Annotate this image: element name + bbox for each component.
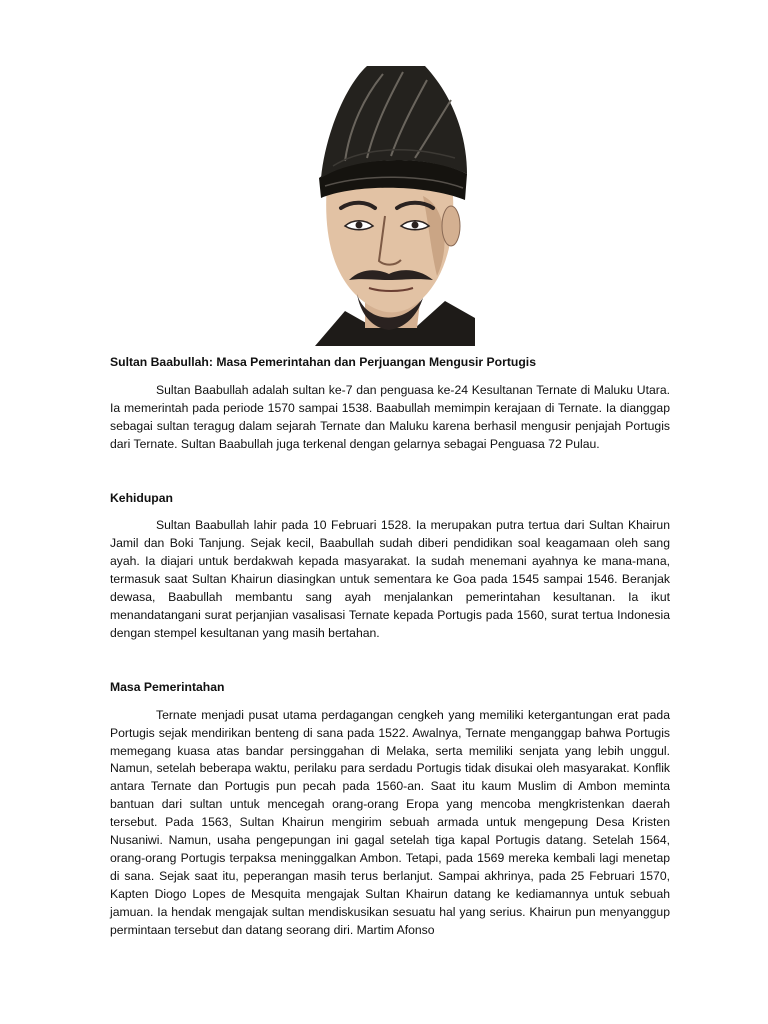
- document-body: [110, 354, 670, 939]
- section-heading: Kehidupan: [110, 490, 173, 505]
- intro-paragraph: Sultan Baabullah adalah sultan ke-7 dan penguasa ke-24 Kesultanan Ternate di Maluku Utara. Ia memerintah pada periode 1570 sampai 1538. Baabullah memimpin kerajaan di Ternate. Ia dianggap sebagai sultan teragug dalam sejarah Ternate dan Maluku karena berhasil mengusir penjajah Portugis dari Ternate. Sultan Baabullah juga terkenal dengan gelarnya sebagai Penguasa 72 Pulau.: [110, 382, 670, 451]
- sultan-portrait-illustration: [305, 66, 475, 346]
- section-masa-pemerintahan: [110, 679, 670, 940]
- section-paragraph: Sultan Baabullah lahir pada 10 Februari 1528. Ia merupakan putra tertua dari Sultan Khairun Jamil dan Boki Tanjung. Sejak kecil, Baabullah sudah diberi pendidikan soal keagamaan oleh sang ayah. Ia diajari untuk berdakwah kepada masyarakat. Ia sudah menemani ayahnya ke mana-mana, termasuk saat Sultan Khairun diasingkan untuk sementara ke Goa pada 1545 sampai 1546. Beranjak dewasa, Baabullah membantu sang ayah menjalankan pemerintahan kesultanan. Ia ikut menandatangani surat perjanjian vasalisasi Ternate kepada Portugis pada 1560, surat tertua Indonesia dengan stempel kesultanan yang masih bertahan.: [110, 518, 670, 640]
- section-heading: Masa Pemerintahan: [110, 679, 225, 694]
- section-kehidupan: [110, 490, 670, 643]
- section-paragraph: Ternate menjadi pusat utama perdagangan cengkeh yang memiliki ketergantungan erat pada Portugis sejak mendirikan benteng di sana pada 1522. Awalnya, Ternate menganggap bahwa Portugis memegang kuasa atas bandar persinggahan di Melaka, serta memiliki senjata yang lebih unggul. Namun, setelah beberapa waktu, perilaku para serdadu Portugis tidak disukai oleh masyarakat. Konflik antara Ternate dan Portugis pun pecah pada 1560-an. Saat itu kaum Muslim di Ambon meminta bantuan dari sultan untuk mencegah orang-orang Eropa yang mencoba mengkristenkan daerah tersebut. Pada 1563, Sultan Khairun mengirim sebuah armada untuk mengepung Desa Kristen Nusaniwi. Namun, usaha pengepungan ini gagal setelah tiga kapal Portugis datang. Setelah 1564, orang-orang Portugis terpaksa meninggalkan Ambon. Tetapi, pada 1569 mereka kembali lagi menetap di sana. Sejak saat itu, peperangan masih terus berlanjut. Sampai akhrinya, pada 25 Februari 1570, Kapten Diogo Lopes de Mesquita mengajak Sultan Khairun datang ke kediamannya untuk sebuah jamuan. Ia hendak mengajak sultan mendiskusikan sesuatu hal yang serius. Khairun pun menyanggup permintaan tersebut dan datang seorang diri. Martim Afonso: [110, 707, 670, 937]
- document-title: Sultan Baabullah: Masa Pemerintahan dan Perjuangan Mengusir Portugis: [110, 355, 536, 369]
